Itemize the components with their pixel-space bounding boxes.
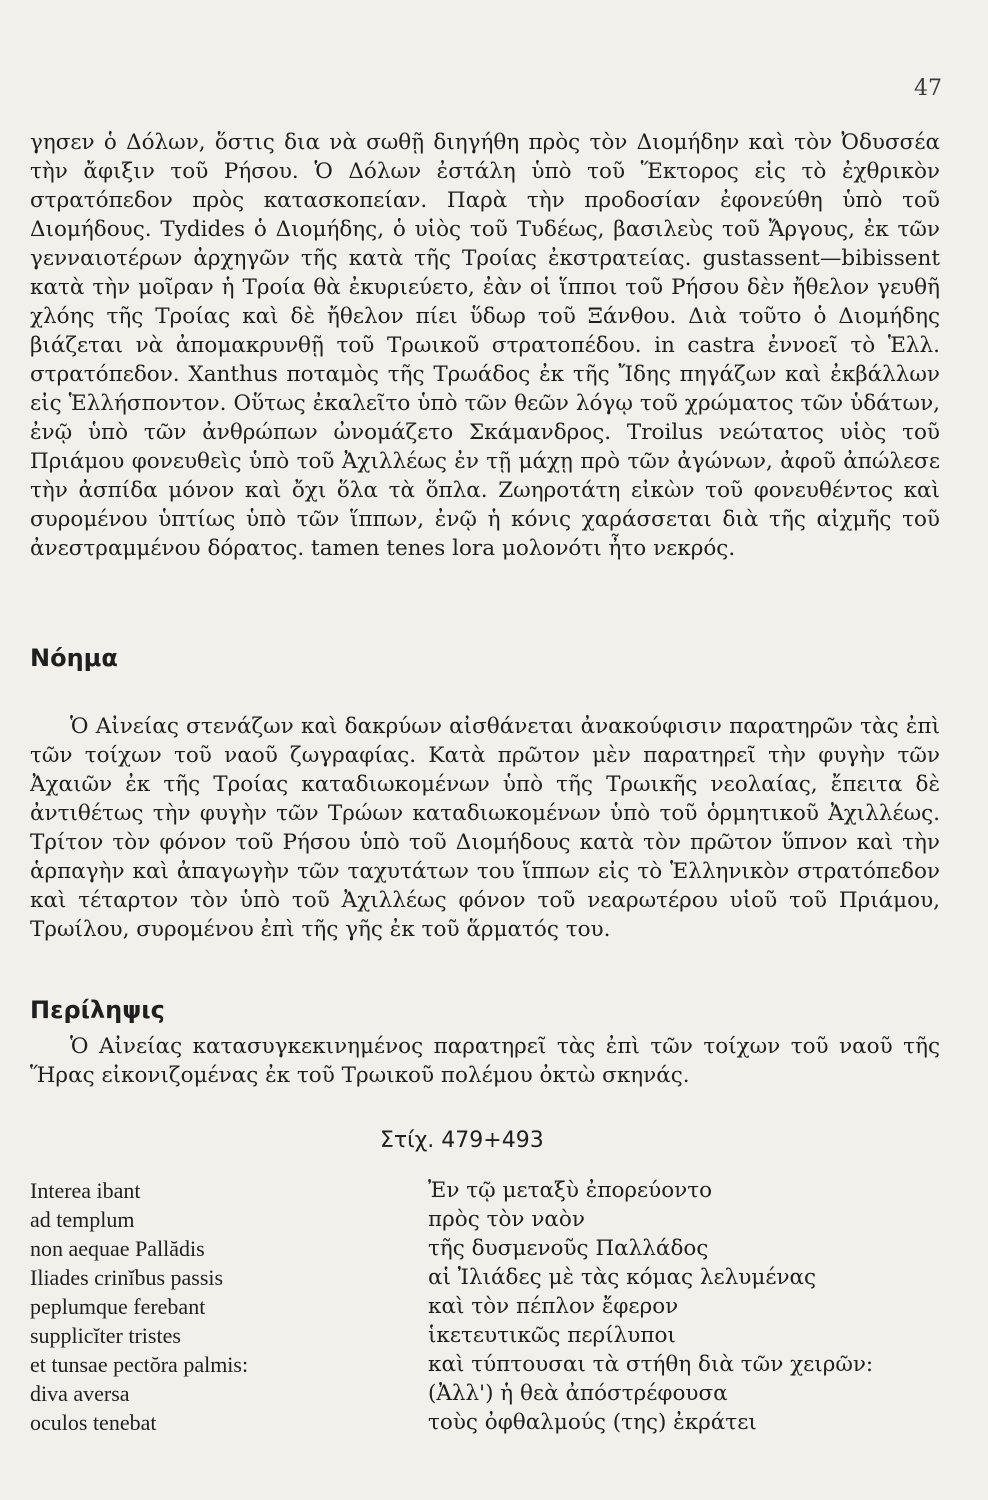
page-number: 47 xyxy=(914,76,942,101)
verse-row xyxy=(30,1381,942,1410)
verse-reference: Στίχ. 479+493 xyxy=(380,1128,544,1153)
greek-translation: Ἐν τῷ μεταξὺ ἐπορεύοντο xyxy=(428,1178,713,1203)
perilipsi-section xyxy=(30,1032,940,1090)
verse-row xyxy=(30,1178,942,1207)
notes-paragraph: γησεν ὁ Δόλων, ὅστις δια νὰ σωθῇ διηγήθη πρὸς τὸν Διομήδην καὶ τὸν Ὀδυσσέα τὴν ἄφιξιν τοῦ Ρήσου. Ὁ Δόλων ἐστάλη ὑπὸ τοῦ Ἕκτορος εἰς τὸ ἐχθρικὸν στρατόπεδον πρὸς κατασκοπείαν. Παρὰ τὴν προδοσίαν ἐφονεύθη ὑπὸ τοῦ Διομήδους. Tydides ὁ Διομήδης, ὁ υἱὸς τοῦ Τυδέως, βασιλεὺς τοῦ Ἄργους, ἐκ τῶν γενναιοτέρων ἀρχηγῶν τῆς κατὰ τῆς Τροίας ἐκστρατείας. gustassent—bibissent κατὰ τὴν μοῖραν ἡ Τροία θὰ ἐκυριεύετο, ἐὰν οἱ ἵπποι τοῦ Ρήσου δὲν ἤθελον γευθῆ χλόης τῆς Τροίας καὶ δὲ ἤθελον πίει ὕδωρ τοῦ Ξάνθου. Διὰ τοῦτο ὁ Διομήδης βιάζεται νὰ ἀπομακρυνθῇ τοῦ Τρωικοῦ στρατοπέδου. in castra ἐννοεῖ τὸ Ἑλλ. στρατόπεδον. Xanthus ποταμὸς τῆς Τρωάδος ἐκ τῆς Ἴδης πηγάζων καὶ ἐκβάλλων εἰς Ἑλλήσποντον. Οὕτως ἐκαλεῖτο ὑπὸ τῶν θεῶν λόγῳ τοῦ χρώματος τῶν ὑδάτων, ἐνῷ ὑπὸ τῶν ἀνθρώπων ὠνομάζετο Σκάμανδρος. Troilus νεώτατος υἱὸς τοῦ Πριάμου φονευθεὶς ὑπὸ τοῦ Ἀχιλλέως ἐν τῇ μάχῃ πρὸ τῶν ἀγώνων, ἀφοῦ ἀπώλεσε τὴν ἀσπίδα μόνον καὶ ὄχι ὅλα τὰ ὅπλα. Ζωηροτάτη εἰκὼν τοῦ φονευθέντος καὶ συρομένου ὑπτίως ὑπὸ τῶν ἵππων, ἐνῷ ἡ κόνις χαράσσεται διὰ τῆς αἰχμῆς τοῦ ἀνεστραμμένου δόρατος. tamen tenes lora μολονότι ἦτο νεκρός. xyxy=(30,130,940,561)
verse-row xyxy=(30,1207,942,1236)
latin-verse: et tunsae pectŏra palmis: xyxy=(30,1352,249,1377)
greek-translation: ἱκετευτικῶς περίλυποι xyxy=(428,1323,676,1348)
perilipsi-heading-block xyxy=(30,996,940,1024)
verse-translation-table xyxy=(30,1178,942,1439)
notes-section xyxy=(30,128,940,563)
latin-verse: non aequae Pallădis xyxy=(30,1236,205,1261)
greek-translation: καὶ τύπτουσαι τὰ στήθη διὰ τῶν χειρῶν: xyxy=(428,1352,874,1377)
latin-verse: ad templum xyxy=(30,1207,135,1232)
noima-heading: Νόημα xyxy=(30,644,118,672)
verse-row xyxy=(30,1352,942,1381)
greek-translation: (Ἀλλ') ἡ θεὰ ἀπόστρέφουσα xyxy=(428,1381,728,1406)
greek-translation: τοὺς ὀφθαλμούς (της) ἐκράτει xyxy=(428,1410,757,1435)
verse-row xyxy=(30,1236,942,1265)
greek-translation: αἱ Ἰλιάδες μὲ τὰς κόμας λελυμένας xyxy=(428,1265,817,1290)
greek-translation: τῆς δυσμενοῦς Παλλάδος xyxy=(428,1236,709,1261)
latin-verse: Interea ibant xyxy=(30,1178,141,1203)
verse-row xyxy=(30,1323,942,1352)
verse-row xyxy=(30,1294,942,1323)
latin-verse: Iliades crinĭbus passis xyxy=(30,1265,224,1290)
noima-paragraph: Ὁ Αἰνείας στενάζων καὶ δακρύων αἰσθάνεται ἀνακούφισιν παρατηρῶν τὰς ἐπὶ τῶν τοίχων τοῦ ναοῦ ζωγραφίας. Κατὰ πρῶτον μὲν παρατηρεῖ τὴν φυγὴν τῶν Ἀχαιῶν ἐκ τῆς Τροίας καταδιωκομένων ὑπὸ τῆς Τρωικῆς νεολαίας, ἔπειτα δὲ ἀντιθέτως τὴν φυγὴν τῶν Τρώων καταδιωκομένων ὑπὸ τοῦ ὁρμητικοῦ Ἀχιλλέως. Τρίτον τὸν φόνον τοῦ Ρήσου ὑπὸ τοῦ Διομήδους κατὰ τὸν πρῶτον ὕπνον καὶ τὴν ἁρπαγὴν καὶ ἀπαγωγὴν τῶν ταχυτάτων του ἵππων εἰς τὸ Ἑλληνικὸν στρατόπεδον καὶ τέταρτον τὸν ὑπὸ τοῦ Ἀχιλλέως φόνον τοῦ νεαρωτέρου υἱοῦ τοῦ Πριάμου, Τρωίλου, συρομένου ἐπὶ τῆς γῆς ἐκ τοῦ ἅρματός του. xyxy=(30,714,940,942)
latin-verse: diva aversa xyxy=(30,1381,130,1406)
noima-heading-block xyxy=(30,644,940,672)
latin-verse: oculos tenebat xyxy=(30,1410,157,1435)
latin-verse: peplumque ferebant xyxy=(30,1294,206,1319)
perilipsi-paragraph: Ὁ Αἰνείας κατασυγκεκινημένος παρατηρεῖ τὰς ἐπὶ τῶν τοίχων τοῦ ναοῦ τῆς Ἥρας εἰκονιζομένας ἐκ τοῦ Τρωικοῦ πολέμου ὀκτὼ σκηνάς. xyxy=(30,1034,940,1088)
greek-translation: πρὸς τὸν ναὸν xyxy=(428,1207,585,1232)
noima-section xyxy=(30,712,940,944)
greek-translation: καὶ τὸν πέπλον ἔφερον xyxy=(428,1294,679,1319)
latin-verse: supplicĭter tristes xyxy=(30,1323,181,1348)
verse-row xyxy=(30,1265,942,1294)
perilipsi-heading: Περίληψις xyxy=(30,996,165,1024)
verse-row xyxy=(30,1410,942,1439)
